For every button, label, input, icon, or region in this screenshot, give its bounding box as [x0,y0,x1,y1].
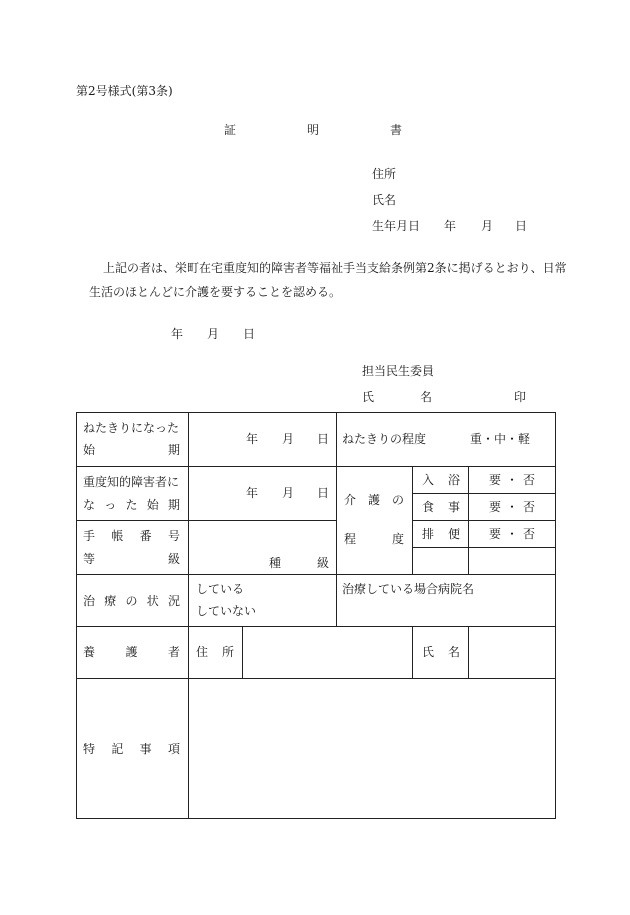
document-title [224,123,402,137]
bedridden-year: 年 [246,432,259,446]
label-char: 期 [167,443,180,457]
label-char: の [391,493,404,507]
label-char: 始 [146,498,159,512]
row-divider [412,547,556,548]
label-char: 名 [419,390,432,404]
commissioner-role: 担当民生委員 [362,364,435,378]
meal-need [489,500,535,514]
label-char: た [125,498,138,512]
label-char: 排 [422,527,435,541]
label-char: 事 [139,742,152,756]
seal-mark: 印 [514,390,527,404]
date-day: 日 [243,327,256,341]
disability-year: 年 [246,486,259,500]
label-char: 所 [221,645,234,659]
row-divider [412,520,556,521]
column-divider [188,412,189,819]
column-divider [242,626,243,678]
row-divider [76,678,556,679]
label-char: な [83,498,96,512]
bedridden-degree-options: 重・中・軽 [470,432,531,446]
bedridden-start-label: ねたきりになった [83,421,180,435]
label-char: 程 [344,532,357,546]
label-char: 況 [167,594,180,608]
option-char: ・ [505,500,518,514]
table-border [555,412,556,819]
bedridden-day: 日 [317,432,330,446]
column-divider [336,412,337,626]
label-char: 帳 [111,529,124,543]
bedridden-degree-label: ねたきりの程度 [342,432,427,446]
care-level-label-2 [344,532,404,546]
dob-year: 年 [444,219,457,233]
row-divider [76,574,556,575]
label-char: 氏 [422,645,435,659]
label-char: 住 [196,645,209,659]
date-month: 月 [207,327,220,341]
table-border [76,818,556,819]
bedridden-month: 月 [282,432,295,446]
treatment-status-label [83,594,180,608]
label-char: 級 [316,556,329,570]
remarks-label [83,742,180,756]
option-char: 否 [522,500,535,514]
row-divider [412,493,556,494]
title-char: 証 [224,123,237,137]
form-number: 第2号様式(第3条) [76,84,173,98]
label-char: 等 [83,552,96,566]
grade-label [83,552,180,566]
type-grade-label [269,556,329,570]
guardian-name-label [422,645,460,659]
label-char: 名 [447,645,460,659]
label-char: 養 [83,645,96,659]
date-year: 年 [171,327,184,341]
dob-month: 月 [481,219,494,233]
dob-day: 日 [515,219,528,233]
label-char: 氏 [362,390,375,404]
table-border [76,412,556,413]
title-char: 書 [389,123,402,137]
care-level-label [344,493,404,507]
option-char: ・ [505,473,518,487]
disability-day: 日 [317,486,330,500]
label-char: 護 [125,645,138,659]
bedridden-start-label-2 [83,443,180,457]
guardian-address-label [196,645,234,659]
bath-need [489,473,535,487]
label-char: 手 [83,529,96,543]
toilet-need [489,527,535,541]
label-char: 護 [367,493,380,507]
column-divider [468,466,469,574]
hospital-name-label: 治療している場合病院名 [342,582,475,596]
treating-option: している [196,582,245,596]
title-char: 明 [306,123,319,137]
label-char: 介 [344,493,357,507]
label-char: 治 [83,594,96,608]
option-char: 要 [489,473,502,487]
label-char: 種 [269,556,282,570]
notebook-number-label [83,529,180,543]
label-char: 級 [167,552,180,566]
statement-line-2: 生活のほとんどに介護を要することを認める。 [89,285,342,299]
disability-start-label: 重度知的障害者に [83,475,180,489]
column-divider [412,466,413,574]
label-char: 記 [111,742,124,756]
name-label: 氏名 [372,193,397,207]
label-char: 入 [422,473,435,487]
label-char: っ [104,498,117,512]
commissioner-name-label [362,390,432,404]
label-char: 号 [167,529,180,543]
disability-start-label-2 [83,498,180,512]
option-char: 要 [489,500,502,514]
option-char: 否 [522,473,535,487]
column-divider [412,626,413,678]
label-char: 便 [447,527,460,541]
label-char: 食 [422,500,435,514]
bath-label [422,473,460,487]
column-divider [468,626,469,678]
not-treating-option: していない [196,604,257,618]
label-char: 期 [167,498,180,512]
label-char: 浴 [447,473,460,487]
meal-label [422,500,460,514]
toilet-label [422,527,460,541]
label-char: 特 [83,742,96,756]
option-char: 否 [522,527,535,541]
label-char: 始 [83,443,96,457]
label-char: 事 [447,500,460,514]
statement-line-1: 上記の者は、栄町在宅重度知的障害者等福祉手当支給条例第2条に掲げるとおり、日常 [103,261,567,275]
label-char: の [125,594,138,608]
label-char: 状 [146,594,159,608]
disability-month: 月 [282,486,295,500]
label-char: 度 [391,532,404,546]
dob-label: 生年月日 [372,219,421,233]
row-divider [76,466,556,467]
option-char: ・ [505,527,518,541]
label-char: 項 [167,742,180,756]
label-char: 者 [167,645,180,659]
row-divider [76,520,336,521]
label-char: 療 [104,594,117,608]
guardian-label [83,645,180,659]
row-divider [76,626,556,627]
table-border [76,412,77,819]
form-table [76,412,556,819]
option-char: 要 [489,527,502,541]
address-label: 住所 [372,167,397,181]
label-char: 番 [139,529,152,543]
